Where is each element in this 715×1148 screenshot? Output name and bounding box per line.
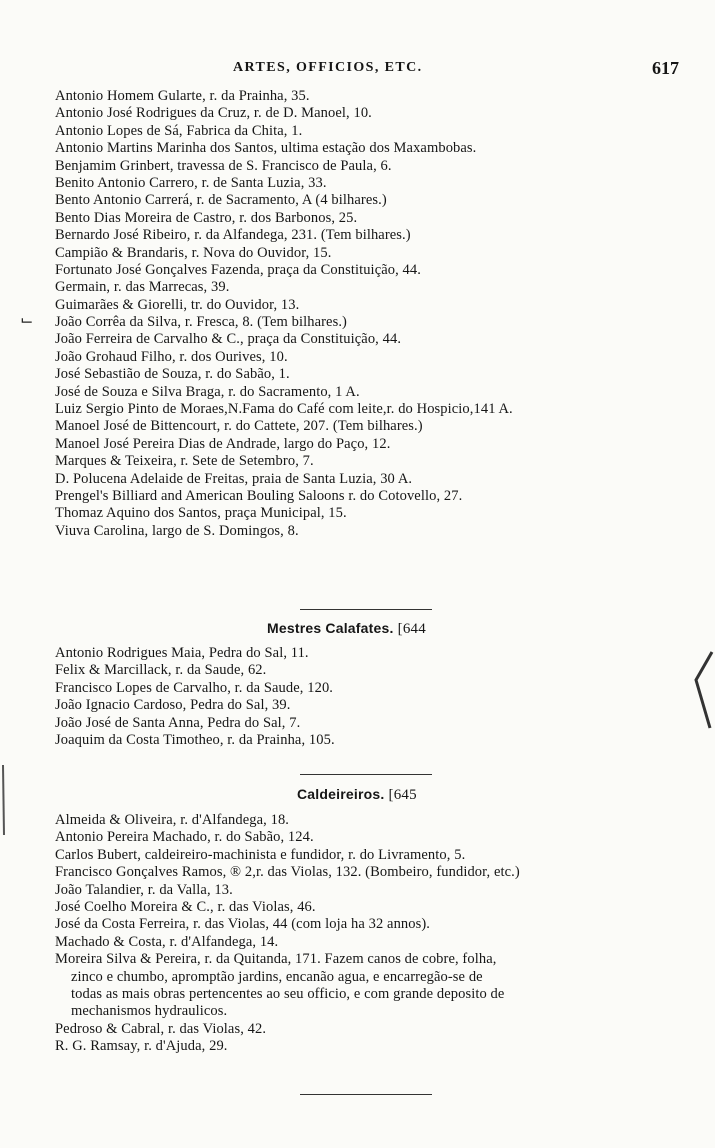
end-divider <box>300 1094 432 1095</box>
category-number: [644 <box>397 621 426 637</box>
page-edge-fold-mark <box>692 650 714 730</box>
directory-entry: Pedroso & Cabral, r. das Violas, 42. <box>55 1020 267 1037</box>
directory-entry: Marques & Teixeira, r. Sete de Setembro, 7. <box>55 453 314 470</box>
directory-entry: José Sebastião de Souza, r. do Sabão, 1. <box>55 366 290 383</box>
margin-bracket-mark: ⌙ <box>20 312 34 329</box>
directory-entry: José Coelho Moreira & C., r. das Violas, 46. <box>55 898 316 915</box>
directory-entry: Germain, r. das Marrecas, 39. <box>55 279 230 296</box>
left-edge-stain <box>0 765 8 835</box>
directory-entry: Bento Dias Moreira de Castro, r. dos Barbonos, 25. <box>55 209 358 226</box>
page-number: 617 <box>652 58 679 78</box>
directory-entry: Antonio Homem Gularte, r. da Prainha, 35. <box>55 88 310 104</box>
directory-entry: Machado & Costa, r. d'Alfandega, 14. <box>55 933 279 950</box>
directory-entry: Antonio Rodrigues Maia, Pedra do Sal, 11. <box>55 645 309 661</box>
directory-entry: Moreira Silva & Pereira, r. da Quitanda, 171. Fazem canos de cobre, folha, <box>55 951 497 968</box>
heading-text: Mestres Calafates. <box>267 620 394 636</box>
section-mestres-calafates <box>55 645 695 749</box>
directory-entry: Antonio Pereira Machado, r. do Sabão, 124. <box>55 829 314 846</box>
directory-entry: Benito Antonio Carrero, r. de Santa Luzia, 33. <box>55 174 327 191</box>
directory-entry: José de Souza e Silva Braga, r. do Sacramento, 1 A. <box>55 383 360 400</box>
directory-entry: Viuva Carolina, largo de S. Domingos, 8. <box>55 522 299 539</box>
directory-entry: Bento Antonio Carrerá, r. de Sacramento, A (4 bilhares.) <box>55 192 387 209</box>
page-header <box>0 60 715 82</box>
directory-entry: João Ferreira de Carvalho & C., praça da Constituição, 44. <box>55 331 402 348</box>
section-divider <box>300 609 432 610</box>
directory-entry: João Ignacio Cardoso, Pedra do Sal, 39. <box>55 697 291 714</box>
directory-entry: Almeida & Oliveira, r. d'Alfandega, 18. <box>55 812 290 828</box>
directory-entry: José da Costa Ferreira, r. das Violas, 44 (com loja ha 32 annos). <box>55 916 431 933</box>
directory-entry: Felix & Marcillack, r. da Saude, 62. <box>55 662 267 679</box>
directory-entry: R. G. Ramsay, r. d'Ajuda, 29. <box>55 1038 228 1055</box>
directory-entry: D. Polucena Adelaide de Freitas, praia de Santa Luzia, 30 A. <box>55 470 413 487</box>
directory-entry: Fortunato José Gonçalves Fazenda, praça da Constituição, 44. <box>55 261 421 278</box>
section-general-entries <box>55 88 695 540</box>
directory-entry: Guimarães & Giorelli, tr. do Ouvidor, 13. <box>55 296 300 313</box>
category-number: [645 <box>388 787 417 803</box>
directory-entry: Manoel José Pereira Dias de Andrade, largo do Paço, 12. <box>55 435 391 452</box>
section-divider <box>300 774 432 775</box>
section-heading-caldeireiros <box>297 786 417 804</box>
directory-entry: Thomaz Aquino dos Santos, praça Municipal, 15. <box>55 505 347 522</box>
directory-entry: Antonio José Rodrigues da Cruz, r. de D. Manoel, 10. <box>55 105 372 122</box>
directory-entry: zinco e chumbo, apromptão jardins, encanão agua, e encarregão-se de <box>71 968 483 985</box>
directory-entry: Luiz Sergio Pinto de Moraes,N.Fama do Café com leite,r. do Hospicio,141 A. <box>55 401 513 418</box>
directory-entry: João Grohaud Filho, r. dos Ourives, 10. <box>55 348 288 365</box>
running-title: ARTES, OFFICIOS, ETC. <box>233 60 423 75</box>
directory-entry: Carlos Bubert, caldeireiro-machinista e fundidor, r. do Livramento, 5. <box>55 846 466 863</box>
directory-entry: Francisco Gonçalves Ramos, ® 2,r. das Violas, 132. (Bombeiro, fundidor, etc.) <box>55 864 520 881</box>
heading-text: Caldeireiros. <box>297 786 385 802</box>
directory-entry: Bernardo José Ribeiro, r. da Alfandega, 231. (Tem bilhares.) <box>55 227 411 244</box>
section-caldeireiros <box>55 812 695 1055</box>
directory-entry: todas as mais obras pertencentes ao seu officio, e com grande deposito de <box>71 985 505 1002</box>
directory-entry: mechanismos hydraulicos. <box>71 1003 228 1020</box>
directory-entry: Joaquim da Costa Timotheo, r. da Prainha, 105. <box>55 731 335 748</box>
directory-entry: João Talandier, r. da Valla, 13. <box>55 881 233 898</box>
directory-entry: Antonio Lopes de Sá, Fabrica da Chita, 1. <box>55 122 303 139</box>
directory-entry: Campião & Brandaris, r. Nova do Ouvidor, 15. <box>55 244 332 261</box>
directory-entry: Benjamim Grinbert, travessa de S. Francisco de Paula, 6. <box>55 157 392 174</box>
section-heading-mestres-calafates <box>267 620 426 638</box>
directory-entry: Antonio Martins Marinha dos Santos, ultima estação dos Maxambobas. <box>55 140 477 157</box>
directory-entry: Prengel's Billiard and American Bouling Saloons r. do Cotovello, 27. <box>55 487 463 504</box>
directory-entry: Manoel José de Bittencourt, r. do Cattete, 207. (Tem bilhares.) <box>55 418 423 435</box>
directory-entry: João José de Santa Anna, Pedra do Sal, 7. <box>55 714 301 731</box>
directory-entry: João Corrêa da Silva, r. Fresca, 8. (Tem bilhares.) <box>55 314 347 331</box>
directory-entry: Francisco Lopes de Carvalho, r. da Saude, 120. <box>55 679 334 696</box>
